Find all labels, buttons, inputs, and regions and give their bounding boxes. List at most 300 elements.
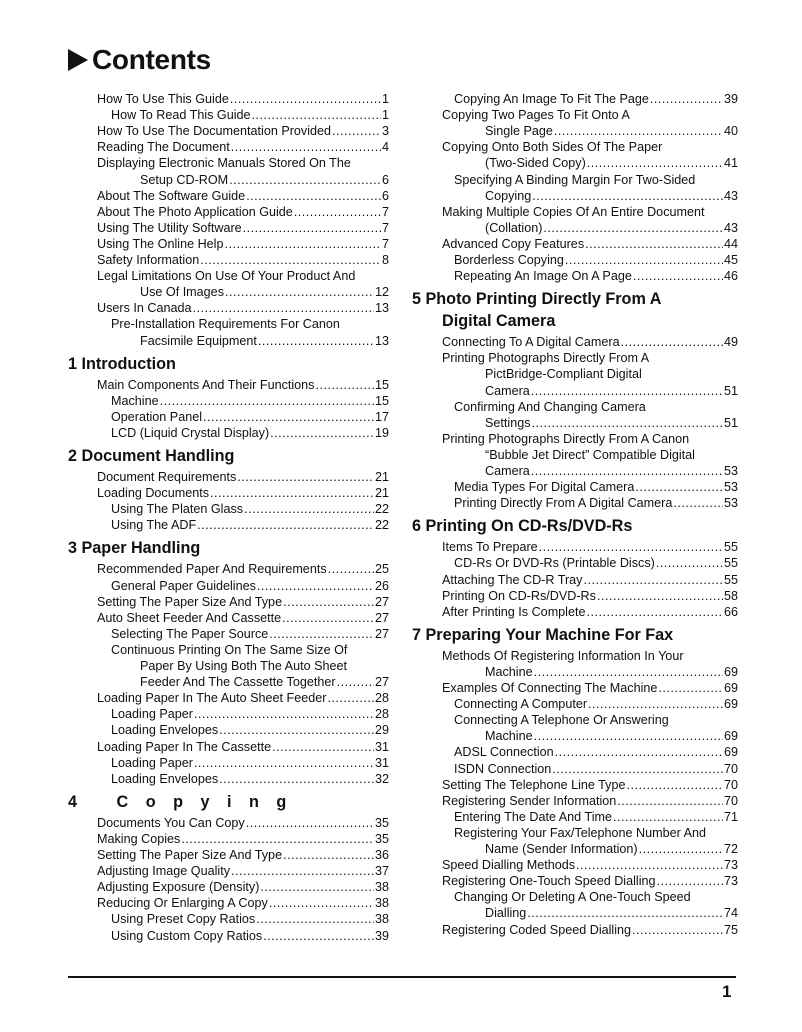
- toc-entry-title: Loading Documents: [97, 486, 210, 501]
- toc-entry-page: 71: [723, 809, 738, 824]
- toc-entry-title: Auto Sheet Feeder And Cassette: [97, 610, 282, 625]
- toc-entry-title: CD-Rs Or DVD-Rs (Printable Discs): [454, 556, 655, 571]
- toc-entry[interactable]: [442, 857, 738, 873]
- toc-entry[interactable]: [111, 911, 389, 927]
- toc-entry[interactable]: [485, 188, 738, 204]
- toc-entry-title: Speed Dialling Methods: [442, 858, 576, 873]
- toc-entry-page: 21: [374, 486, 389, 501]
- toc-entry-page: 35: [374, 815, 389, 830]
- toc-entry[interactable]: [111, 928, 389, 944]
- toc-entry-page: 40: [723, 124, 738, 139]
- dot-leader: [617, 793, 723, 809]
- toc-entry-line[interactable]: Copying Two Pages To Fit Onto A: [442, 108, 630, 123]
- toc-entry[interactable]: [454, 252, 738, 268]
- toc-entry-page: 38: [374, 912, 389, 927]
- dot-leader: [539, 539, 723, 555]
- toc-entry-page: 7: [381, 220, 389, 235]
- dot-leader: [270, 425, 374, 441]
- toc-entry-page: 17: [374, 409, 389, 424]
- toc-entry-page: 15: [374, 393, 389, 408]
- toc-entry[interactable]: [97, 188, 389, 204]
- toc-entry[interactable]: [140, 674, 389, 690]
- toc-entry[interactable]: [485, 664, 738, 680]
- dot-leader: [194, 706, 374, 722]
- dot-leader: [534, 664, 723, 680]
- toc-entry-title: Safety Information: [97, 253, 200, 267]
- toc-entry-title: Making Copies: [97, 831, 181, 846]
- toc-entry-page: 46: [723, 269, 738, 284]
- toc-entry-page: 22: [374, 518, 389, 533]
- dot-leader: [583, 572, 723, 588]
- toc-entry-page: 31: [374, 739, 389, 754]
- toc-entry-title: Using Preset Copy Ratios: [111, 912, 256, 927]
- toc-entry[interactable]: [97, 815, 389, 831]
- dot-leader: [639, 841, 723, 857]
- toc-entry[interactable]: [97, 377, 389, 393]
- dot-leader: [315, 377, 374, 393]
- toc-entry[interactable]: [442, 334, 738, 350]
- toc-entry[interactable]: [140, 333, 389, 349]
- toc-entry-page: 26: [374, 578, 389, 593]
- toc-entry-title: Setup CD-ROM: [140, 172, 229, 187]
- dot-leader: [194, 755, 374, 771]
- toc-entry[interactable]: [485, 905, 738, 921]
- toc-entry-title: Users In Canada: [97, 301, 192, 316]
- dot-leader: [283, 594, 374, 610]
- toc-entry-title: Loading Paper: [111, 707, 193, 722]
- toc-entry[interactable]: [454, 91, 738, 107]
- toc-entry-page: 27: [374, 626, 389, 641]
- toc-entry-line[interactable]: Methods Of Registering Information In Your: [442, 648, 684, 663]
- page-title-text: Contents: [92, 44, 211, 75]
- toc-entry-line[interactable]: Printing Photographs Directly From A: [442, 351, 650, 366]
- toc-entry[interactable]: [442, 236, 738, 252]
- page-title: [68, 44, 211, 76]
- toc-entry[interactable]: [485, 220, 738, 236]
- toc-entry-title: How To Use This Guide: [97, 92, 229, 106]
- toc-entry-page: 53: [723, 480, 738, 495]
- toc-entry[interactable]: [454, 809, 738, 825]
- toc-entry-title: ISDN Connection: [454, 761, 552, 776]
- dot-leader: [219, 771, 374, 787]
- dot-leader: [229, 172, 381, 188]
- toc-entry-page: 39: [374, 928, 389, 943]
- dot-leader: [200, 252, 381, 268]
- dot-leader: [531, 383, 723, 399]
- toc-entry-title: Copying An Image To Fit The Page: [454, 92, 649, 106]
- dot-leader: [656, 555, 723, 571]
- dot-leader: [193, 300, 374, 316]
- toc-entry-title: General Paper Guidelines: [111, 578, 256, 593]
- toc-entry-title: How To Use The Documentation Provided: [97, 124, 332, 139]
- dot-leader: [613, 809, 723, 825]
- dot-leader: [219, 722, 374, 738]
- toc-entry-line[interactable]: “Bubble Jet Direct” Compatible Digital: [485, 447, 695, 462]
- toc-entry-page: 7: [381, 236, 389, 251]
- toc-entry[interactable]: [111, 517, 389, 533]
- toc-entry-page: 39: [723, 92, 738, 106]
- toc-entry-title: Camera: [485, 464, 530, 478]
- toc-entry[interactable]: [111, 107, 389, 123]
- toc-entry-page: 69: [723, 664, 738, 679]
- toc-entry[interactable]: [442, 680, 738, 696]
- toc-entry-line[interactable]: Changing Or Deleting A One-Touch Speed: [454, 890, 691, 905]
- toc-entry-title: How To Read This Guide: [111, 108, 251, 123]
- dot-leader: [263, 928, 374, 944]
- toc-entry-title: Reducing Or Enlarging A Copy: [97, 896, 268, 911]
- section-heading: 2 Document Handling: [68, 447, 235, 465]
- dot-leader: [257, 578, 374, 594]
- toc-entry-title: Examples Of Connecting The Machine: [442, 681, 658, 695]
- toc-entry-title: Printing On CD-Rs/DVD-Rs: [442, 588, 596, 603]
- toc-entry-title: Using The Platen Glass: [111, 502, 244, 517]
- toc-entry[interactable]: [454, 696, 738, 712]
- toc-entry-title: Reading The Document: [97, 140, 230, 155]
- dot-leader: [565, 252, 723, 268]
- toc-entry[interactable]: [485, 728, 738, 744]
- toc-entry-page: 51: [723, 383, 738, 398]
- toc-entry-page: 55: [723, 540, 738, 555]
- toc-entry[interactable]: [442, 539, 738, 555]
- toc-entry-line[interactable]: Legal Limitations On Use Of Your Product And: [97, 269, 356, 284]
- toc-entry[interactable]: [111, 722, 389, 738]
- toc-entry-title: Media Types For Digital Camera: [454, 480, 635, 495]
- dot-leader: [282, 610, 374, 626]
- toc-entry-title: Repeating An Image On A Page: [454, 269, 632, 284]
- toc-entry-title: Feeder And The Cassette Together: [140, 675, 336, 690]
- toc-entry-page: 29: [374, 723, 389, 738]
- toc-entry[interactable]: [111, 393, 389, 409]
- toc-entry-title: Registering One-Touch Speed Dialling: [442, 874, 656, 889]
- toc-entry-page: 15: [374, 377, 389, 392]
- dot-leader: [246, 815, 374, 831]
- toc-entry-page: 38: [374, 896, 389, 911]
- toc-entry[interactable]: [97, 690, 389, 706]
- toc-entry-page: 69: [723, 729, 738, 744]
- dot-leader: [260, 879, 374, 895]
- toc-entry[interactable]: [454, 495, 738, 511]
- toc-entry[interactable]: [485, 123, 738, 139]
- toc-entry[interactable]: [97, 220, 389, 236]
- toc-entry-title: Adjusting Image Quality: [97, 864, 231, 879]
- toc-entry-title: Printing Directly From A Digital Camera: [454, 496, 673, 511]
- toc-entry-line[interactable]: Registering Your Fax/Telephone Number And: [454, 825, 707, 840]
- toc-entry-page: 72: [723, 842, 738, 856]
- toc-entry-page: 8: [381, 253, 389, 267]
- toc-entry-title: Registering Sender Information: [442, 793, 617, 808]
- toc-entry-title: Machine: [485, 664, 533, 679]
- toc-entry-page: 32: [374, 771, 389, 786]
- toc-entry-page: 41: [723, 156, 738, 171]
- toc-entry[interactable]: [442, 604, 738, 620]
- page-number: 1: [722, 982, 732, 1001]
- toc-entry-line[interactable]: Confirming And Changing Camera: [454, 399, 646, 414]
- toc-entry[interactable]: [442, 873, 738, 889]
- dot-leader: [658, 680, 723, 696]
- toc-entry[interactable]: [485, 415, 738, 431]
- toc-entry[interactable]: [454, 555, 738, 571]
- toc-entry[interactable]: [485, 155, 738, 171]
- toc-entry-page: 70: [723, 793, 738, 808]
- toc-entry-page: 31: [374, 755, 389, 770]
- toc-entry-line[interactable]: Printing Photographs Directly From A Canon: [442, 431, 690, 446]
- toc-entry-page: 28: [374, 691, 389, 706]
- section-heading: 4 Copying: [68, 792, 304, 811]
- toc-entry[interactable]: [111, 578, 389, 594]
- toc-entry[interactable]: [442, 777, 738, 793]
- dot-leader: [256, 911, 374, 927]
- toc-entry-page: 53: [723, 464, 738, 478]
- toc-entry[interactable]: [97, 485, 389, 501]
- toc-entry-title: (Two-Sided Copy): [485, 156, 586, 171]
- toc-entry[interactable]: [97, 831, 389, 847]
- dot-leader: [237, 469, 374, 485]
- dot-leader: [657, 873, 723, 889]
- dot-leader: [585, 236, 723, 252]
- toc-entry-page: 4: [381, 140, 389, 155]
- toc-entry[interactable]: [442, 793, 738, 809]
- section-heading: Digital Camera: [442, 312, 556, 331]
- dot-leader: [635, 479, 723, 495]
- dot-leader: [294, 204, 381, 220]
- toc-entry[interactable]: [442, 922, 738, 938]
- toc-entry-page: 28: [374, 707, 389, 722]
- toc-entry-line[interactable]: PictBridge-Compliant Digital: [485, 367, 642, 382]
- dot-leader: [231, 863, 374, 879]
- dot-leader: [597, 588, 723, 604]
- toc-entry-page: 53: [723, 496, 738, 511]
- footer-rule: [68, 976, 736, 978]
- dot-leader: [576, 857, 723, 873]
- dot-leader: [246, 188, 381, 204]
- toc-entry-line[interactable]: Making Multiple Copies Of An Entire Document: [442, 204, 705, 219]
- toc-entry[interactable]: [97, 847, 389, 863]
- dot-leader: [272, 739, 374, 755]
- toc-entry[interactable]: [111, 706, 389, 722]
- toc-entry[interactable]: [485, 463, 738, 479]
- toc-entry[interactable]: [442, 572, 738, 588]
- toc-entry-title: Using Custom Copy Ratios: [111, 928, 263, 943]
- dot-leader: [552, 761, 723, 777]
- toc-entry-page: 51: [723, 415, 738, 430]
- toc-entry[interactable]: [97, 300, 389, 316]
- toc-entry-title: Operation Panel: [111, 409, 203, 424]
- dot-leader: [269, 895, 374, 911]
- section-heading: 5 Photo Printing Directly From A: [412, 290, 662, 309]
- toc-entry-page: 70: [723, 777, 738, 792]
- toc-entry-title: Items To Prepare: [442, 540, 538, 555]
- toc-entry-title: Single Page: [485, 124, 553, 139]
- section-heading: 1 Introduction: [68, 354, 176, 373]
- toc-entry-title: Connecting To A Digital Camera: [442, 335, 620, 350]
- toc-entry[interactable]: [140, 172, 389, 188]
- toc-entry-title: Facsimile Equipment: [140, 333, 257, 348]
- toc-entry-line[interactable]: Paper By Using Both The Auto Sheet: [140, 659, 347, 673]
- dot-leader: [633, 268, 723, 284]
- toc-entry-title: Advanced Copy Features: [442, 236, 585, 251]
- toc-entry-page: 3: [381, 124, 389, 139]
- toc-entry-title: Setting The Telephone Line Type: [442, 777, 626, 792]
- toc-entry-page: 69: [723, 681, 738, 695]
- dot-leader: [587, 604, 723, 620]
- right-triangle-icon: [68, 49, 88, 71]
- dot-leader: [160, 393, 374, 409]
- toc-entry-line[interactable]: Specifying A Binding Margin For Two-Sided: [454, 172, 696, 187]
- toc-entry-page: 36: [374, 848, 389, 862]
- dot-leader: [532, 188, 723, 204]
- toc-entry-line[interactable]: Copying Onto Both Sides Of The Paper: [442, 140, 663, 155]
- dot-leader: [258, 333, 374, 349]
- toc-entry-title: Using The Utility Software: [97, 220, 242, 235]
- toc-entry-title: Setting The Paper Size And Type: [97, 848, 283, 862]
- toc-entry[interactable]: [454, 744, 738, 760]
- toc-entry-title: Selecting The Paper Source: [111, 626, 269, 641]
- toc-entry-title: Loading Paper In The Auto Sheet Feeder: [97, 691, 327, 706]
- dot-leader: [650, 91, 723, 107]
- toc-entry-page: 70: [723, 761, 738, 776]
- toc-entry[interactable]: [111, 425, 389, 441]
- toc-entry-line[interactable]: Pre-Installation Requirements For Canon: [111, 317, 340, 332]
- toc-entry-title: Settings: [485, 415, 531, 430]
- toc-entry-page: 37: [374, 864, 389, 879]
- toc-entry-page: 55: [723, 572, 738, 587]
- dot-leader: [244, 501, 374, 517]
- toc-entry-title: After Printing Is Complete: [442, 604, 586, 619]
- toc-entry-page: 74: [723, 906, 738, 921]
- toc-entry-title: About The Software Guide: [97, 188, 246, 203]
- toc-entry[interactable]: [485, 841, 738, 857]
- toc-entry-title: Machine: [111, 393, 159, 408]
- toc-entry-title: ADSL Connection: [454, 745, 554, 760]
- toc-entry-title: Borderless Copying: [454, 253, 564, 267]
- dot-leader: [252, 107, 381, 123]
- toc-entry-title: Registering Coded Speed Dialling: [442, 922, 632, 937]
- toc-entry[interactable]: [97, 895, 389, 911]
- dot-leader: [543, 220, 723, 236]
- toc-entry-page: 21: [374, 470, 389, 484]
- dot-leader: [632, 922, 723, 938]
- toc-entry[interactable]: [454, 479, 738, 495]
- toc-entry-page: 7: [381, 204, 389, 219]
- toc-entry-title: LCD (Liquid Crystal Display): [111, 425, 270, 440]
- toc-entry-page: 44: [723, 236, 738, 251]
- toc-entry[interactable]: [97, 139, 389, 155]
- toc-entry[interactable]: [97, 236, 389, 252]
- toc-entry[interactable]: [442, 588, 738, 604]
- toc-entry-page: 38: [374, 880, 389, 895]
- toc-entry-title: Dialling: [485, 906, 527, 921]
- toc-entry[interactable]: [97, 863, 389, 879]
- toc-entry-line[interactable]: Connecting A Telephone Or Answering: [454, 713, 669, 728]
- toc-entry-title: Copying: [485, 188, 532, 203]
- toc-entry-title: Machine: [485, 729, 533, 744]
- dot-leader: [197, 517, 374, 533]
- toc-entry[interactable]: [111, 755, 389, 771]
- dot-leader: [531, 463, 723, 479]
- toc-entry-page: 55: [723, 556, 738, 571]
- toc-entry[interactable]: [97, 594, 389, 610]
- toc-entry-page: 1: [381, 92, 389, 106]
- toc-entry[interactable]: [97, 91, 389, 107]
- toc-entry-title: Adjusting Exposure (Density): [97, 880, 260, 895]
- toc-entry-page: 69: [723, 745, 738, 760]
- toc-entry-title: Using The Online Help: [97, 236, 224, 251]
- toc-entry[interactable]: [97, 739, 389, 755]
- toc-entry-page: 19: [374, 425, 389, 440]
- toc-entry-title: Using The ADF: [111, 518, 197, 533]
- dot-leader: [532, 415, 723, 431]
- toc-entry-page: 27: [374, 610, 389, 625]
- toc-entry-title: Connecting A Computer: [454, 697, 588, 712]
- toc-entry-page: 66: [723, 604, 738, 619]
- toc-entry[interactable]: [97, 469, 389, 485]
- dot-leader: [225, 284, 374, 300]
- toc-entry[interactable]: [111, 501, 389, 517]
- toc-entry-title: (Collation): [485, 220, 543, 235]
- toc-entry[interactable]: [111, 626, 389, 642]
- toc-entry-title: Documents You Can Copy: [97, 815, 245, 830]
- toc-entry-page: 13: [374, 333, 389, 348]
- toc-entry-page: 73: [723, 874, 738, 889]
- toc-entry[interactable]: [97, 123, 389, 139]
- dot-leader: [203, 409, 374, 425]
- toc-entry-page: 13: [374, 301, 389, 316]
- toc-entry-title: Loading Envelopes: [111, 723, 219, 738]
- toc-entry-title: Recommended Paper And Requirements: [97, 562, 327, 577]
- toc-entry-title: Setting The Paper Size And Type: [97, 594, 283, 609]
- toc-entry-page: 12: [374, 285, 389, 300]
- toc-entry-page: 25: [374, 562, 389, 577]
- section-heading: 7 Preparing Your Machine For Fax: [412, 625, 674, 644]
- dot-leader: [181, 831, 374, 847]
- dot-leader: [269, 626, 374, 642]
- dot-leader: [587, 155, 723, 171]
- dot-leader: [337, 674, 374, 690]
- toc-entry-title: Name (Sender Information): [485, 842, 638, 856]
- toc-entry-page: 45: [723, 253, 738, 267]
- toc-entry-page: 1: [381, 108, 389, 123]
- toc-entry[interactable]: [97, 610, 389, 626]
- toc-entry-title: Entering The Date And Time: [454, 809, 612, 824]
- toc-entry[interactable]: [97, 561, 389, 577]
- dot-leader: [621, 334, 723, 350]
- dot-leader: [554, 123, 723, 139]
- toc-entry-page: 58: [723, 588, 738, 603]
- toc-entry-page: 35: [374, 831, 389, 846]
- toc-entry[interactable]: [97, 879, 389, 895]
- toc-entry-line[interactable]: Displaying Electronic Manuals Stored On The: [97, 156, 351, 171]
- toc-entry-page: 6: [381, 188, 389, 203]
- toc-entry[interactable]: [111, 771, 389, 787]
- toc-entry[interactable]: [97, 204, 389, 220]
- toc-entry[interactable]: [111, 409, 389, 425]
- section-heading: 6 Printing On CD-Rs/DVD-Rs: [412, 517, 633, 536]
- toc-entry-title: Main Components And Their Functions: [97, 377, 315, 392]
- dot-leader: [327, 690, 374, 706]
- toc-entry-title: Document Requirements: [97, 470, 237, 484]
- dot-leader: [534, 728, 723, 744]
- toc-entry-title: Camera: [485, 383, 530, 398]
- toc-entry-line[interactable]: Continuous Printing On The Same Size Of: [111, 642, 348, 657]
- toc-entry[interactable]: [454, 268, 738, 284]
- toc-entry[interactable]: [97, 252, 389, 268]
- toc-entry-title: Attaching The CD-R Tray: [442, 572, 583, 587]
- toc-entry[interactable]: [485, 383, 738, 399]
- toc-entry[interactable]: [454, 761, 738, 777]
- dot-leader: [555, 744, 723, 760]
- dot-leader: [283, 847, 374, 863]
- toc-entry[interactable]: [140, 284, 389, 300]
